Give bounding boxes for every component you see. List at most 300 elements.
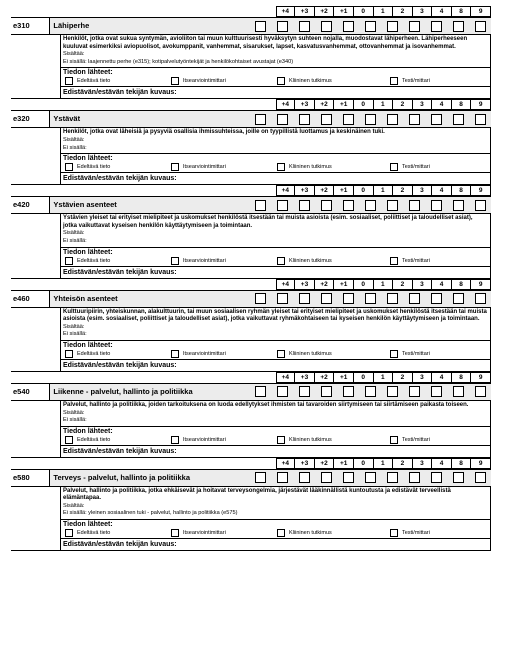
source-option[interactable] <box>63 529 169 537</box>
qualifier-checkbox[interactable] <box>403 384 425 400</box>
qualifier-boxes <box>249 291 491 307</box>
sources-title: Tiedon lähteet: <box>63 341 113 349</box>
scale-label: +2 <box>315 279 335 290</box>
checkbox-square[interactable] <box>409 114 420 125</box>
includes-text: Sisältää: <box>63 51 85 58</box>
checkbox-square[interactable] <box>453 472 464 483</box>
source-checkbox[interactable] <box>171 529 179 537</box>
checkbox-square[interactable] <box>409 472 420 483</box>
source-checkbox[interactable] <box>65 529 73 537</box>
checkbox-square[interactable] <box>409 386 420 397</box>
checkbox-square[interactable] <box>409 293 420 304</box>
source-option[interactable] <box>169 436 275 444</box>
scale-label: 9 <box>471 99 491 110</box>
scale-label: +2 <box>315 185 335 196</box>
scale-label: 4 <box>432 6 452 17</box>
scale-header-row <box>11 99 491 110</box>
checkbox-square[interactable] <box>343 200 354 211</box>
source-option-label: Edeltävä tieto <box>77 350 111 357</box>
source-option[interactable] <box>388 436 430 444</box>
qualifier-checkbox[interactable] <box>337 111 359 127</box>
checkbox-square[interactable] <box>299 293 310 304</box>
qualifier-checkbox[interactable] <box>359 291 381 307</box>
checkbox-square[interactable] <box>299 472 310 483</box>
qualifier-checkbox[interactable] <box>381 197 403 213</box>
source-option[interactable] <box>275 436 388 444</box>
section-title: Ystävät <box>53 114 81 124</box>
checkbox-square[interactable] <box>453 114 464 125</box>
scale-label: 2 <box>393 458 413 469</box>
checkbox-square[interactable] <box>255 114 266 125</box>
qualifier-checkbox[interactable] <box>249 470 271 486</box>
source-checkbox[interactable] <box>277 77 285 85</box>
scale-label: 3 <box>413 279 433 290</box>
checkbox-square[interactable] <box>365 472 376 483</box>
checkbox-square[interactable] <box>431 114 442 125</box>
checkbox-square[interactable] <box>475 472 486 483</box>
qualifier-checkbox[interactable] <box>447 384 469 400</box>
qualifier-checkbox[interactable] <box>469 470 491 486</box>
qualifier-checkbox[interactable] <box>359 470 381 486</box>
scale-label: 3 <box>413 458 433 469</box>
qualifier-checkbox[interactable] <box>249 384 271 400</box>
qualifier-checkbox[interactable] <box>315 384 337 400</box>
section-title: Terveys - palvelut, hallinto ja politiikka <box>53 472 190 482</box>
qualifier-checkbox[interactable] <box>381 111 403 127</box>
qualifier-checkbox[interactable] <box>315 18 337 34</box>
evaluator-description-label: Edistävän/estävän tekijän kuvaus: <box>60 266 491 278</box>
checkbox-square[interactable] <box>365 114 376 125</box>
qualifier-checkbox[interactable] <box>425 470 447 486</box>
scale-label: +1 <box>334 185 354 196</box>
scale-label: 4 <box>432 458 452 469</box>
source-option[interactable] <box>63 350 169 358</box>
sources-block <box>60 519 491 538</box>
qualifier-checkbox[interactable] <box>249 111 271 127</box>
checkbox-square[interactable] <box>321 200 332 211</box>
qualifier-checkbox[interactable] <box>271 384 293 400</box>
description-text: Henkilöt, jotka ovat läheisiä ja pysyviä osallisia ihmissuhteissa, joille on tyypillistä luottamus ja keskinäinen tuki. <box>63 129 385 136</box>
qualifier-checkbox[interactable] <box>293 291 315 307</box>
source-option[interactable] <box>63 163 169 171</box>
qualifier-checkbox[interactable] <box>447 111 469 127</box>
source-options <box>63 163 488 171</box>
checkbox-square[interactable] <box>255 293 266 304</box>
checkbox-square[interactable] <box>321 472 332 483</box>
qualifier-checkbox[interactable] <box>403 18 425 34</box>
scale-label: 4 <box>432 99 452 110</box>
checkbox-square[interactable] <box>299 21 310 32</box>
checkbox-square[interactable] <box>387 293 398 304</box>
sources-title: Tiedon lähteet: <box>63 69 113 77</box>
checkbox-square[interactable] <box>343 472 354 483</box>
qualifier-checkbox[interactable] <box>425 111 447 127</box>
checkbox-square[interactable] <box>431 386 442 397</box>
checkbox-square[interactable] <box>387 472 398 483</box>
source-checkbox[interactable] <box>277 529 285 537</box>
qualifier-checkbox[interactable] <box>293 384 315 400</box>
checkbox-square[interactable] <box>299 386 310 397</box>
sources-block <box>60 67 491 86</box>
source-checkbox[interactable] <box>390 163 398 171</box>
source-option[interactable] <box>388 257 430 265</box>
qualifier-checkbox[interactable] <box>469 111 491 127</box>
scale-label: +3 <box>295 185 315 196</box>
source-option-label: Itsearviointimittari <box>183 78 226 85</box>
checkbox-square[interactable] <box>475 21 486 32</box>
checkbox-square[interactable] <box>365 293 376 304</box>
checkbox-square[interactable] <box>321 293 332 304</box>
qualifier-checkbox[interactable] <box>447 18 469 34</box>
includes-text: Sisältää: <box>63 136 85 143</box>
source-checkbox[interactable] <box>65 163 73 171</box>
checkbox-square[interactable] <box>255 21 266 32</box>
qualifier-checkbox[interactable] <box>403 197 425 213</box>
source-checkbox[interactable] <box>171 436 179 444</box>
qualifier-checkbox[interactable] <box>381 384 403 400</box>
qualifier-checkbox[interactable] <box>271 111 293 127</box>
checkbox-square[interactable] <box>475 200 486 211</box>
checkbox-square[interactable] <box>255 200 266 211</box>
sources-title: Tiedon lähteet: <box>63 248 113 256</box>
excludes-text: Ei sisällä: laajennettu perhe (e315); kotipalvelutyöntekijät ja henkilökohtaiset avustajat (e340) <box>63 58 294 65</box>
description-text: Kulttuuripiirin, yhteiskunnan, alakulttuurin, tai muun sosiaalisen ryhmän yleiset tai erityiset mielipiteet ja uskomukset henkilöstä itsestään tai muista asioista (esim. sosiaaliset, poliittiset ja taloudelliset asiat), jotka vaikuttavat ryhmäkohtaiseen tai kyseisen henkilön käyttäytymiseen ja toimintaan. <box>63 308 487 323</box>
source-checkbox[interactable] <box>65 350 73 358</box>
source-checkbox[interactable] <box>390 436 398 444</box>
checkbox-square[interactable] <box>277 114 288 125</box>
scale-label: 3 <box>413 99 433 110</box>
source-option-label: Kliininen tutkimus <box>289 436 332 443</box>
checkbox-square[interactable] <box>299 114 310 125</box>
checkbox-square[interactable] <box>277 200 288 211</box>
scale-label: 2 <box>393 279 413 290</box>
checkbox-square[interactable] <box>409 21 420 32</box>
qualifier-checkbox[interactable] <box>381 291 403 307</box>
source-option[interactable] <box>388 77 430 85</box>
qualifier-checkbox[interactable] <box>425 197 447 213</box>
description-text: Palvelut, hallinto ja politiikka, joiden tarkoituksena on luoda edellytykset ihmisten tai tavaroiden siirtymiseen tai siirtämiseen paikasta toiseen. <box>63 401 469 408</box>
qualifier-boxes <box>249 111 491 127</box>
qualifier-checkbox[interactable] <box>271 470 293 486</box>
checkbox-square[interactable] <box>475 293 486 304</box>
source-option-label: Itsearviointimittari <box>183 530 226 537</box>
source-option[interactable] <box>275 163 388 171</box>
section-header <box>11 196 491 214</box>
scale-label: 2 <box>393 6 413 17</box>
scale-label: 1 <box>374 279 394 290</box>
source-option-label: Testi/mittari <box>402 530 430 537</box>
qualifier-checkbox[interactable] <box>337 18 359 34</box>
source-option[interactable] <box>275 350 388 358</box>
source-option-label: Edeltävä tieto <box>77 78 111 85</box>
qualifier-checkbox[interactable] <box>337 197 359 213</box>
checkbox-square[interactable] <box>453 21 464 32</box>
scale-spacer <box>11 279 276 290</box>
evaluator-description-label: Edistävän/estävän tekijän kuvaus: <box>60 172 491 184</box>
source-checkbox[interactable] <box>171 77 179 85</box>
source-option[interactable] <box>169 529 275 537</box>
source-checkbox[interactable] <box>65 77 73 85</box>
checkbox-square[interactable] <box>321 114 332 125</box>
scale-label: 3 <box>413 185 433 196</box>
checkbox-square[interactable] <box>255 386 266 397</box>
section-e540 <box>11 372 491 458</box>
checkbox-square[interactable] <box>343 114 354 125</box>
source-option[interactable] <box>63 257 169 265</box>
scale-label: +2 <box>315 99 335 110</box>
scale-label: 0 <box>354 372 374 383</box>
source-option[interactable] <box>275 257 388 265</box>
scale-label: +4 <box>276 458 296 469</box>
section-description <box>60 401 491 426</box>
checkbox-square[interactable] <box>321 21 332 32</box>
scale-label: 8 <box>452 372 472 383</box>
scale-header-row <box>11 185 491 196</box>
checkbox-square[interactable] <box>453 200 464 211</box>
scale-label: +2 <box>315 458 335 469</box>
section-title: Yhteisön asenteet <box>53 293 118 303</box>
section-e420 <box>11 185 491 278</box>
source-option[interactable] <box>169 350 275 358</box>
section-title: Liikenne - palvelut, hallinto ja politiikka <box>53 386 193 396</box>
scale-label: +4 <box>276 99 296 110</box>
qualifier-checkbox[interactable] <box>337 384 359 400</box>
qualifier-checkbox[interactable] <box>403 111 425 127</box>
qualifier-checkbox[interactable] <box>315 470 337 486</box>
checkbox-square[interactable] <box>365 386 376 397</box>
source-option-label: Testi/mittari <box>402 350 430 357</box>
section-code: e460 <box>11 291 50 307</box>
source-checkbox[interactable] <box>65 436 73 444</box>
qualifier-checkbox[interactable] <box>293 18 315 34</box>
qualifier-checkbox[interactable] <box>469 18 491 34</box>
checkbox-square[interactable] <box>387 21 398 32</box>
source-option-label: Edeltävä tieto <box>77 436 111 443</box>
checkbox-square[interactable] <box>387 386 398 397</box>
source-checkbox[interactable] <box>390 77 398 85</box>
source-checkbox[interactable] <box>277 436 285 444</box>
section-title: Ystävien asenteet <box>53 200 117 210</box>
qualifier-checkbox[interactable] <box>359 197 381 213</box>
source-checkbox[interactable] <box>171 163 179 171</box>
qualifier-checkbox[interactable] <box>271 18 293 34</box>
qualifier-checkbox[interactable] <box>469 384 491 400</box>
sources-block <box>60 247 491 266</box>
source-checkbox[interactable] <box>65 257 73 265</box>
source-checkbox[interactable] <box>277 257 285 265</box>
checkbox-square[interactable] <box>343 293 354 304</box>
qualifier-checkbox[interactable] <box>425 18 447 34</box>
checkbox-square[interactable] <box>431 472 442 483</box>
evaluator-description-label: Edistävän/estävän tekijän kuvaus: <box>60 359 491 371</box>
qualifier-checkbox[interactable] <box>315 197 337 213</box>
source-option[interactable] <box>388 529 430 537</box>
scale-label: +3 <box>295 458 315 469</box>
scale-label: 9 <box>471 6 491 17</box>
scale-label: 8 <box>452 99 472 110</box>
qualifier-checkbox[interactable] <box>381 470 403 486</box>
source-option[interactable] <box>63 436 169 444</box>
checkbox-square[interactable] <box>431 293 442 304</box>
excludes-text: Ei sisällä: <box>63 331 87 338</box>
sources-block <box>60 426 491 445</box>
qualifier-checkbox[interactable] <box>381 18 403 34</box>
checkbox-square[interactable] <box>299 200 310 211</box>
qualifier-checkbox[interactable] <box>249 197 271 213</box>
scale-label: 8 <box>452 185 472 196</box>
sources-title: Tiedon lähteet: <box>63 427 113 435</box>
section-header <box>11 383 491 401</box>
qualifier-checkbox[interactable] <box>425 291 447 307</box>
checkbox-square[interactable] <box>277 386 288 397</box>
section-header <box>11 469 491 487</box>
checkbox-square[interactable] <box>365 21 376 32</box>
source-option-label: Testi/mittari <box>402 78 430 85</box>
scale-label: +1 <box>334 279 354 290</box>
checkbox-square[interactable] <box>343 21 354 32</box>
scale-label: +4 <box>276 185 296 196</box>
section-e310 <box>11 6 491 99</box>
scale-label: 1 <box>374 458 394 469</box>
checkbox-square[interactable] <box>321 386 332 397</box>
section-e580 <box>11 458 491 551</box>
evaluator-description-label: Edistävän/estävän tekijän kuvaus: <box>60 86 491 98</box>
sources-block <box>60 153 491 172</box>
scale-label: 9 <box>471 458 491 469</box>
source-checkbox[interactable] <box>390 257 398 265</box>
source-option[interactable] <box>275 77 388 85</box>
source-checkbox[interactable] <box>277 163 285 171</box>
includes-text: Sisältää: <box>63 409 85 416</box>
sources-block <box>60 340 491 359</box>
scale-label: +4 <box>276 372 296 383</box>
qualifier-checkbox[interactable] <box>249 291 271 307</box>
checkbox-square[interactable] <box>255 472 266 483</box>
qualifier-boxes <box>249 18 491 34</box>
section-description <box>60 35 491 67</box>
checkbox-square[interactable] <box>475 386 486 397</box>
checkbox-square[interactable] <box>277 293 288 304</box>
qualifier-checkbox[interactable] <box>271 291 293 307</box>
qualifier-checkbox[interactable] <box>403 291 425 307</box>
qualifier-checkbox[interactable] <box>447 197 469 213</box>
section-description <box>60 128 491 153</box>
scale-label: +2 <box>315 372 335 383</box>
qualifier-checkbox[interactable] <box>293 111 315 127</box>
scale-label: 2 <box>393 99 413 110</box>
sources-title: Tiedon lähteet: <box>63 155 113 163</box>
qualifier-checkbox[interactable] <box>249 18 271 34</box>
qualifier-checkbox[interactable] <box>359 18 381 34</box>
checkbox-square[interactable] <box>453 386 464 397</box>
scale-spacer <box>11 99 276 110</box>
checkbox-square[interactable] <box>409 200 420 211</box>
qualifier-checkbox[interactable] <box>447 470 469 486</box>
scale-label: 9 <box>471 185 491 196</box>
qualifier-checkbox[interactable] <box>359 384 381 400</box>
source-option[interactable] <box>388 350 430 358</box>
scale-label: 2 <box>393 372 413 383</box>
scale-label: +3 <box>295 372 315 383</box>
source-option-label: Itsearviointimittari <box>183 257 226 264</box>
source-option[interactable] <box>169 77 275 85</box>
qualifier-checkbox[interactable] <box>359 111 381 127</box>
source-options <box>63 350 488 358</box>
section-code: e320 <box>11 111 50 127</box>
qualifier-checkbox[interactable] <box>425 384 447 400</box>
scale-header-row <box>11 372 491 383</box>
qualifier-checkbox[interactable] <box>447 291 469 307</box>
source-option[interactable] <box>275 529 388 537</box>
qualifier-checkbox[interactable] <box>315 291 337 307</box>
description-text: Palvelut, hallinto ja politiikka, jotka ehkäisevät ja hoitavat terveysongelmia, järjestävät lääkinnällistä kuntoutusta ja edistävät terveellistä elämäntapaa. <box>63 487 451 502</box>
source-option[interactable] <box>169 257 275 265</box>
scale-label: +2 <box>315 6 335 17</box>
source-checkbox[interactable] <box>171 350 179 358</box>
qualifier-checkbox[interactable] <box>337 291 359 307</box>
scale-label: +1 <box>334 458 354 469</box>
source-checkbox[interactable] <box>390 350 398 358</box>
evaluator-description-label: Edistävän/estävän tekijän kuvaus: <box>60 538 491 550</box>
source-option[interactable] <box>63 77 169 85</box>
qualifier-checkbox[interactable] <box>293 197 315 213</box>
source-checkbox[interactable] <box>277 350 285 358</box>
checkbox-square[interactable] <box>387 200 398 211</box>
qualifier-checkbox[interactable] <box>469 291 491 307</box>
scale-spacer <box>11 372 276 383</box>
source-option[interactable] <box>388 163 430 171</box>
checkbox-square[interactable] <box>453 293 464 304</box>
excludes-text: Ei sisällä: yleinen sosiaalinen tuki - palvelut, hallinto ja politiikka (e575) <box>63 510 238 517</box>
scale-label: 9 <box>471 279 491 290</box>
checkbox-square[interactable] <box>431 21 442 32</box>
qualifier-checkbox[interactable] <box>271 197 293 213</box>
scale-label: +4 <box>276 6 296 17</box>
scale-header-row <box>11 6 491 17</box>
scale-header-row <box>11 458 491 469</box>
checkbox-square[interactable] <box>365 200 376 211</box>
qualifier-checkbox[interactable] <box>293 470 315 486</box>
icf-form-page <box>11 6 491 551</box>
qualifier-checkbox[interactable] <box>337 470 359 486</box>
source-option[interactable] <box>169 163 275 171</box>
source-options <box>63 257 488 265</box>
section-e460 <box>11 279 491 372</box>
excludes-text: Ei sisällä: <box>63 237 87 244</box>
qualifier-boxes <box>249 197 491 213</box>
scale-label: +4 <box>276 279 296 290</box>
checkbox-square[interactable] <box>277 472 288 483</box>
checkbox-square[interactable] <box>387 114 398 125</box>
qualifier-checkbox[interactable] <box>469 197 491 213</box>
checkbox-square[interactable] <box>431 200 442 211</box>
checkbox-square[interactable] <box>343 386 354 397</box>
source-checkbox[interactable] <box>171 257 179 265</box>
qualifier-checkbox[interactable] <box>315 111 337 127</box>
scale-label: 0 <box>354 6 374 17</box>
source-checkbox[interactable] <box>390 529 398 537</box>
source-option-label: Kliininen tutkimus <box>289 164 332 171</box>
checkbox-square[interactable] <box>475 114 486 125</box>
section-code: e580 <box>11 470 50 486</box>
scale-label: 0 <box>354 185 374 196</box>
checkbox-square[interactable] <box>277 21 288 32</box>
source-option-label: Testi/mittari <box>402 257 430 264</box>
source-option-label: Kliininen tutkimus <box>289 530 332 537</box>
scale-header-row <box>11 279 491 290</box>
qualifier-checkbox[interactable] <box>403 470 425 486</box>
section-header <box>11 110 491 128</box>
